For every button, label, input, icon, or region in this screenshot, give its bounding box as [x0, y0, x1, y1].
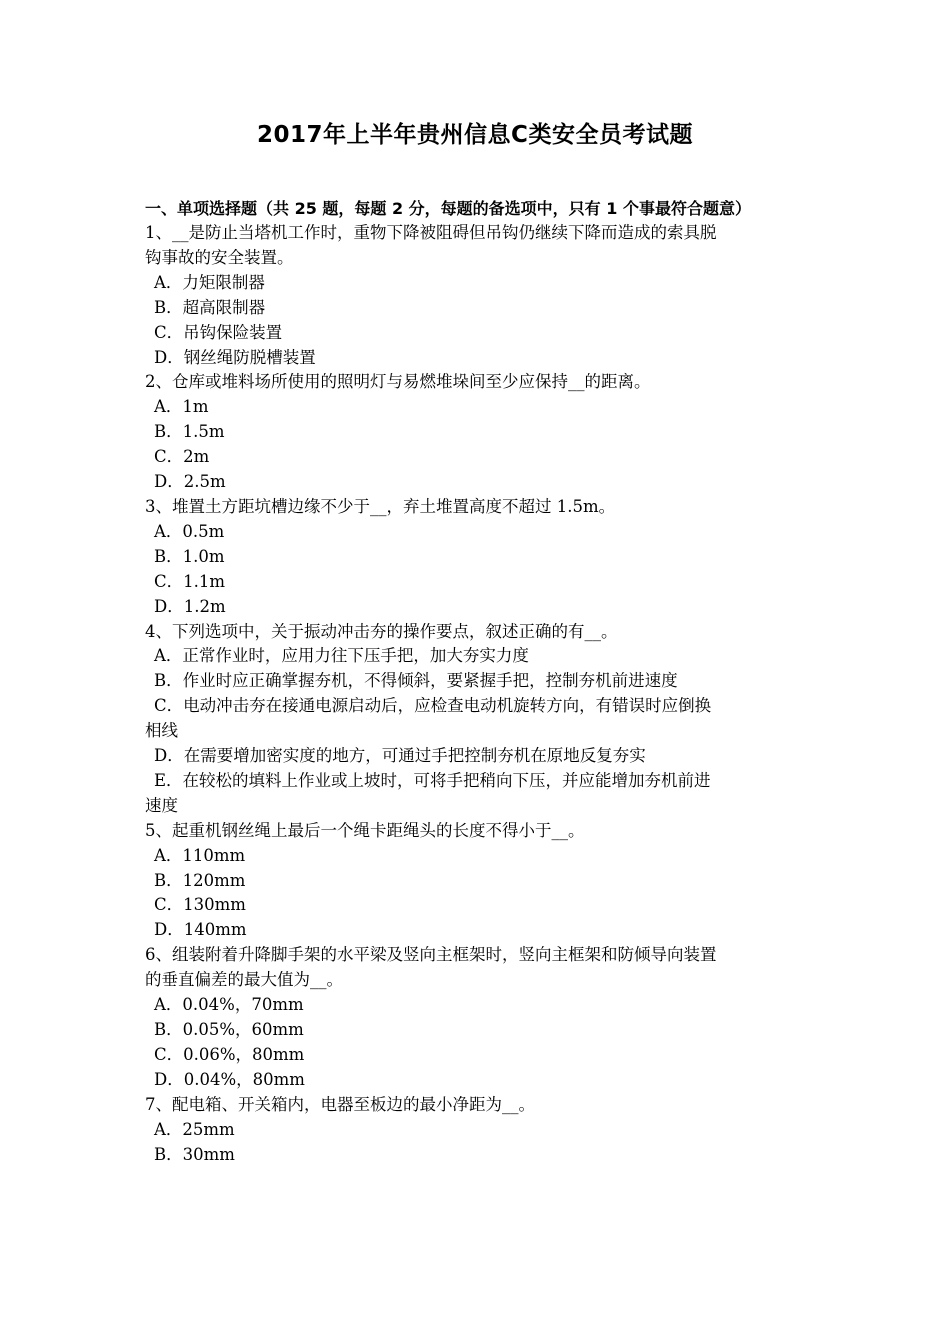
document-body	[145, 196, 810, 1167]
section-heading: 一、单项选择题（共 25 题，每题 2 分，每题的备选项中，只有 1 个事最符合题意）	[145, 199, 751, 218]
question-stem-line: 7、配电箱、开关箱内，电器至板边的最小净距为__。	[145, 1094, 535, 1114]
answer-option: B．超高限制器	[154, 297, 266, 317]
question-item	[145, 819, 810, 944]
answer-option: D．钢丝绳防脱槽装置	[154, 347, 316, 367]
answer-option: A．0.04%，70mm	[154, 995, 304, 1015]
answer-option: A．110mm	[154, 845, 246, 865]
page-title: 2017年上半年贵州信息C类安全员考试题	[257, 122, 693, 148]
answer-option: C．130mm	[154, 895, 246, 915]
answer-option: C．0.06%，80mm	[154, 1044, 305, 1064]
answer-option: A．正常作业时，应用力往下压手把，加大夯实力度	[154, 646, 529, 666]
question-item	[145, 370, 810, 495]
question-list	[145, 221, 810, 1167]
question-stem-line: 的垂直偏差的最大值为__。	[145, 970, 343, 990]
answer-option: D．0.04%，80mm	[154, 1069, 305, 1089]
answer-option: D．2.5m	[154, 472, 226, 492]
answer-option-continuation: 速度	[145, 795, 178, 815]
answer-option: A．力矩限制器	[154, 272, 265, 292]
question-stem-line: 2、仓库或堆料场所使用的照明灯与易燃堆垛间至少应保持__的距离。	[145, 372, 651, 392]
question-item	[145, 1093, 810, 1168]
answer-option: B．1.5m	[154, 422, 225, 442]
answer-option: D．在需要增加密实度的地方，可通过手把控制夯机在原地反复夯实	[154, 746, 646, 766]
question-stem-line: 1、__是防止当塔机工作时，重物下降被阻碍但吊钩仍继续下降而造成的索具脱	[145, 223, 717, 242]
question-stem-line: 钩事故的安全装置。	[145, 247, 294, 267]
answer-option: D．1.2m	[154, 596, 226, 616]
answer-option: B．0.05%，60mm	[154, 1020, 304, 1039]
answer-option: B．1.0m	[154, 546, 225, 566]
question-stem-line: 5、起重机钢丝绳上最后一个绳卡距绳头的长度不得小于__。	[145, 820, 585, 840]
answer-option: D．140mm	[154, 920, 247, 940]
answer-option: C．1.1m	[154, 571, 226, 591]
answer-option: B．作业时应正确掌握夯机，不得倾斜，要紧握手把，控制夯机前进速度	[154, 671, 678, 691]
question-stem-line: 6、组装附着升降脚手架的水平梁及竖向主框架时，竖向主框架和防倾导向装置	[145, 945, 717, 965]
answer-option: B．30mm	[154, 1144, 235, 1164]
answer-option: C．吊钩保险装置	[154, 322, 283, 342]
answer-option: C．电动冲击夯在接通电源启动后，应检查电动机旋转方向，有错误时应倒换	[154, 696, 712, 716]
answer-option: E．在较松的填料上作业或上坡时，可将手把稍向下压，并应能增加夯机前进	[154, 770, 711, 790]
answer-option-continuation: 相线	[145, 721, 178, 741]
question-item	[145, 495, 810, 620]
answer-option: A．25mm	[154, 1119, 235, 1139]
question-item	[145, 620, 810, 819]
question-stem-line: 3、堆置土方距坑槽边缘不少于__，弃土堆置高度不超过 1.5m。	[145, 496, 616, 516]
answer-option: A．0.5m	[154, 521, 225, 541]
question-stem-line: 4、下列选项中，关于振动冲击夯的操作要点，叙述正确的有__。	[145, 621, 618, 641]
question-item	[145, 943, 810, 1092]
answer-option: C．2m	[154, 447, 210, 467]
answer-option: B．120mm	[154, 870, 246, 890]
question-item	[145, 221, 810, 370]
answer-option: A．1m	[154, 397, 209, 417]
